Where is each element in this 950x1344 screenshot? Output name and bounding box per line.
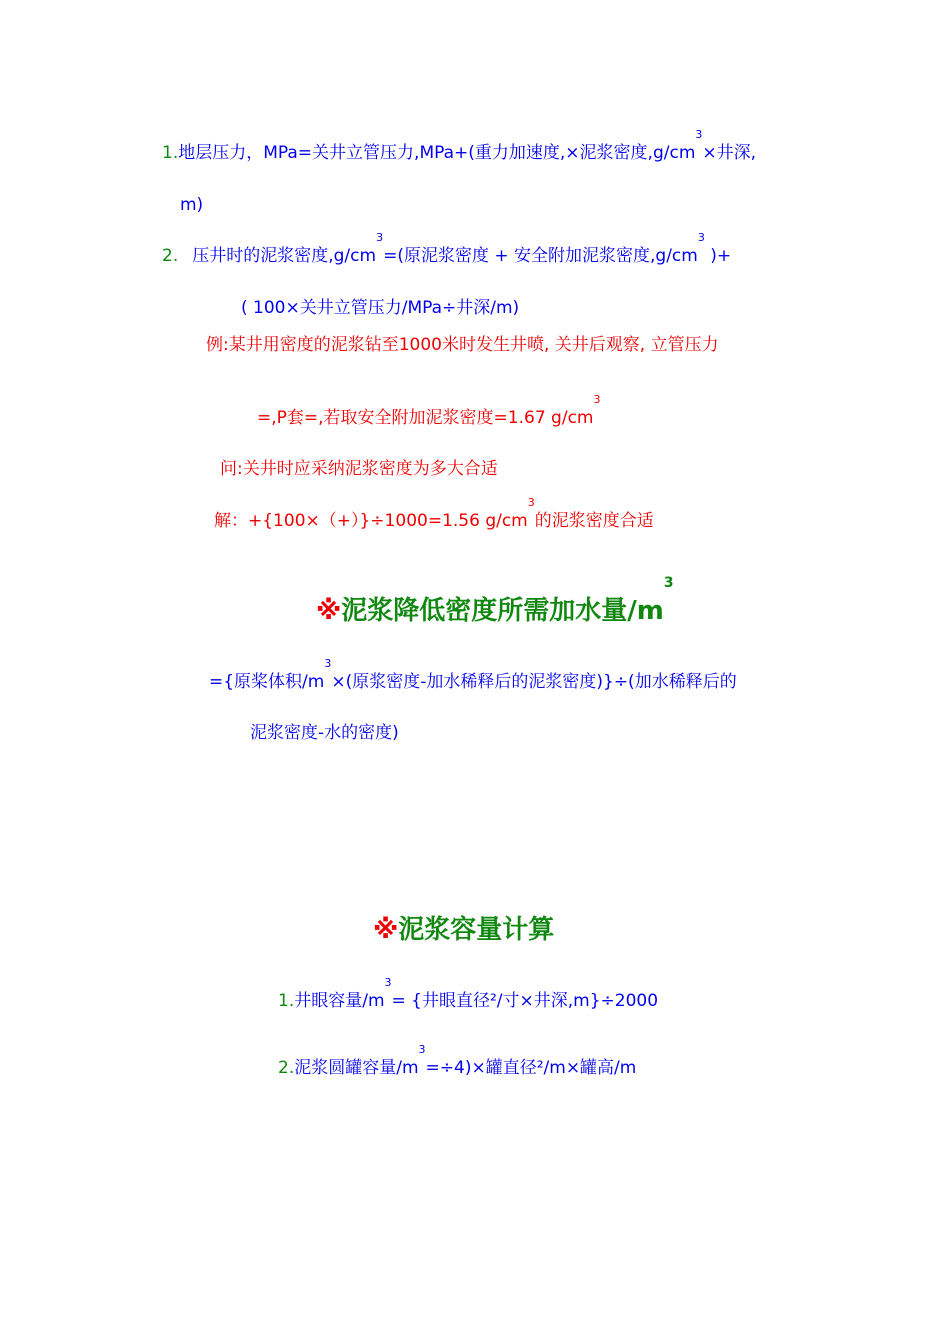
capacity-formula-2 [278, 1043, 637, 1078]
formula-2-line-2: ( 100×关井立管压力/MPa÷井深/m) [241, 298, 520, 318]
formula-text: 压井时的泥浆密度,g/cm [192, 246, 377, 266]
formula-text: 井眼容量/m [294, 991, 385, 1011]
superscript: 3 [695, 128, 703, 141]
item-number: 2. [162, 246, 179, 266]
formula-text: = {井眼直径²/寸×井深,m}÷2000 [391, 991, 659, 1011]
formula-text: ×井深, [702, 143, 757, 163]
formula-2-line-1 [162, 231, 732, 266]
example-answer [214, 496, 654, 531]
formula-text: =÷4)×罐直径²/m×罐高/m [425, 1058, 637, 1078]
example-text: 解：+{100×（+）}÷1000=1.56 g/cm [214, 511, 528, 531]
heading-text: 泥浆降低密度所需加水量/m [341, 596, 664, 626]
heading-text: 泥浆容量计算 [398, 915, 555, 945]
formula-text: )+ [704, 246, 732, 266]
formula-1-line-1 [162, 128, 757, 163]
superscript: 3 [384, 976, 392, 989]
superscript: 3 [324, 657, 332, 670]
item-number: 1. [162, 143, 179, 163]
superscript: 3 [663, 575, 674, 591]
formula-text: ={原桨体积/m [209, 672, 325, 692]
item-number: 1. [278, 991, 295, 1011]
example-text: =,P套=,若取安全附加泥浆密度=1.67 g/cm [257, 408, 594, 428]
example-line-2 [257, 393, 601, 428]
section-heading-dilution [316, 575, 674, 627]
reference-mark-icon: ※ [316, 596, 342, 626]
capacity-formula-1 [278, 976, 659, 1011]
example-line-1: 例:某井用密度的泥浆钻至1000米时发生井喷, 关井后观察, 立管压力 [206, 335, 719, 355]
dilution-formula-line-1 [209, 657, 737, 692]
superscript: 3 [376, 231, 384, 244]
item-number: 2. [278, 1058, 295, 1078]
example-question: 问:关井时应采纳泥浆密度为多大合适 [220, 459, 498, 479]
formula-text: ×(原浆密度-加水稀释后的泥浆密度)}÷(加水稀释后的 [331, 672, 737, 692]
example-text: 的泥浆密度合适 [534, 511, 654, 531]
formula-text: =(原泥浆密度 + 安全附加泥浆密度,g/cm [383, 246, 698, 266]
superscript: 3 [527, 496, 535, 509]
reference-mark-icon: ※ [373, 915, 399, 945]
dilution-formula-line-2: 泥浆密度-水的密度) [250, 723, 399, 743]
formula-text: 地层压力，MPa=关井立管压力,MPa+(重力加速度,×泥浆密度,g/cm [178, 143, 696, 163]
formula-1-line-2: m) [180, 195, 204, 215]
section-heading-capacity [373, 914, 554, 946]
superscript: 3 [697, 231, 705, 244]
superscript: 3 [418, 1043, 426, 1056]
superscript: 3 [593, 393, 601, 406]
formula-text: 泥浆圆罐容量/m [294, 1058, 419, 1078]
